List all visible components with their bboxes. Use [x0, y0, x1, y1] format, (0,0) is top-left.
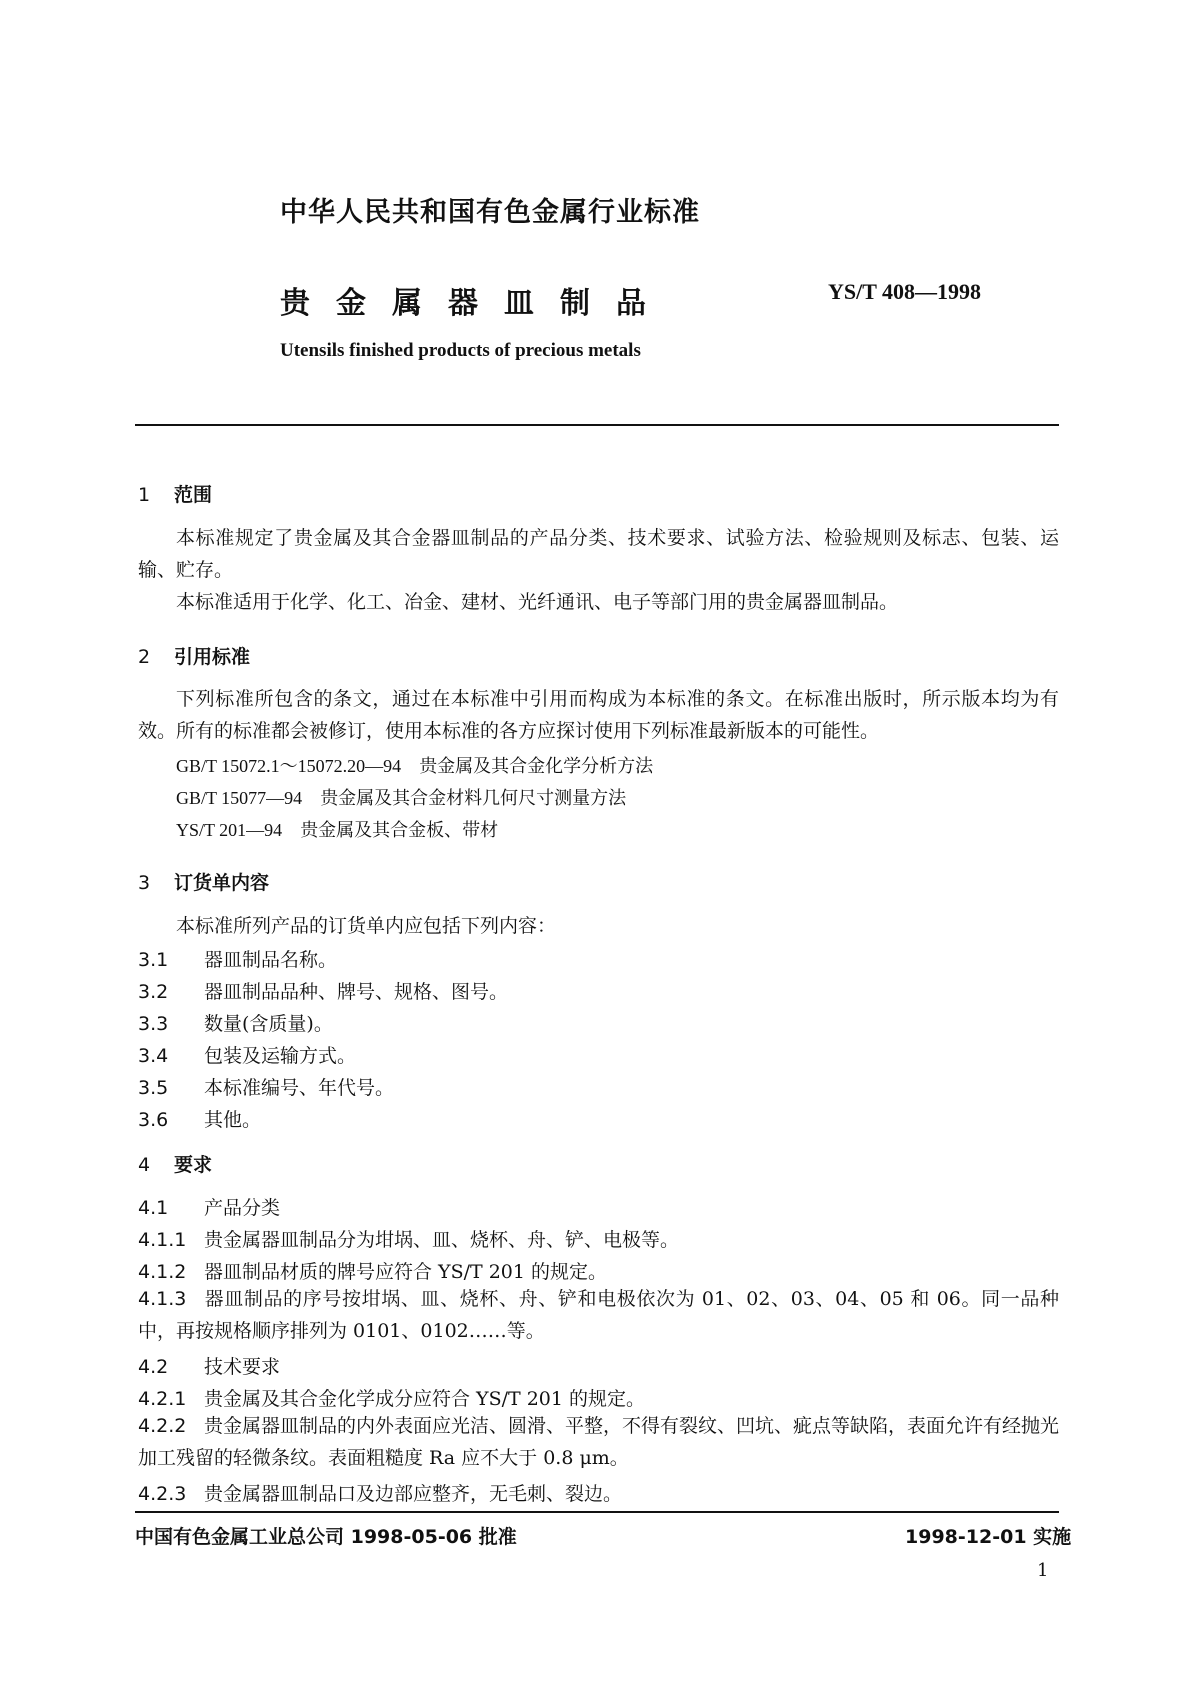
requirement-item: 4.1.1 贵金属器皿制品分为坩埚、皿、烧杯、舟、铲、电极等。 [138, 1229, 680, 1251]
order-item: 3.3 数量(含质量)。 [138, 1013, 333, 1035]
section-heading-3: 3 订货单内容 [138, 872, 270, 894]
english-title: Utensils finished products of precious metals [280, 340, 641, 361]
reference-item: GB/T 15072.1～15072.20—94 贵金属及其合金化学分析方法 [176, 756, 654, 777]
reference-item: GB/T 15077—94 贵金属及其合金材料几何尺寸测量方法 [176, 788, 627, 809]
scope-paragraph-2: 本标准适用于化学、化工、冶金、建材、光纤通讯、电子等部门用的贵金属器皿制品。 [176, 591, 899, 613]
header-divider [135, 424, 1059, 426]
order-item: 3.6 其他。 [138, 1109, 262, 1131]
standard-code: YS/T 408—1998 [828, 279, 982, 304]
footer-divider [135, 1511, 1059, 1513]
requirement-item: 4.2.3 贵金属器皿制品口及边部应整齐，无毛刺、裂边。 [138, 1483, 623, 1505]
document-title: 贵金属器皿制品 [280, 286, 672, 321]
section-heading-2: 2 引用标准 [138, 646, 251, 668]
section-heading-1: 1 范围 [138, 484, 213, 506]
requirement-item: 4.2 技术要求 [138, 1356, 281, 1378]
effective-date: 1998-12-01 实施 [905, 1526, 1072, 1548]
order-intro: 本标准所列产品的订货单内应包括下列内容： [176, 915, 557, 937]
requirement-item: 4.1.2 器皿制品材质的牌号应符合 YS/T 201 的规定。 [138, 1261, 608, 1283]
requirement-item: 4.2.2 贵金属器皿制品的内外表面应光洁、圆滑、平整，不得有裂纹、凹坑、疵点等缺陷，表面允许有经抛光加工残留的轻微条纹。表面粗糙度 Ra 应不大于 0.8 μm。 [138, 1415, 1060, 1469]
order-item: 3.2 器皿制品品种、牌号、规格、图号。 [138, 981, 509, 1003]
approval-note: 中国有色金属工业总公司 1998-05-06 批准 [135, 1526, 517, 1548]
order-item: 3.4 包装及运输方式。 [138, 1045, 357, 1067]
requirement-item: 4.1.3 器皿制品的序号按坩埚、皿、烧杯、舟、铲和电极依次为 01、02、03、04、05 和 06。同一品种中，再按规格顺序排列为 0101、0102……等。 [138, 1288, 1059, 1342]
order-item: 3.5 本标准编号、年代号。 [138, 1077, 395, 1099]
reference-item: YS/T 201—94 贵金属及其合金板、带材 [176, 820, 499, 841]
section-heading-4: 4 要求 [138, 1154, 213, 1176]
page-number: 1 [1037, 1560, 1049, 1581]
requirement-item: 4.1 产品分类 [138, 1197, 281, 1219]
order-item: 3.1 器皿制品名称。 [138, 949, 338, 971]
scope-paragraph-1: 本标准规定了贵金属及其合金器皿制品的产品分类、技术要求、试验方法、检验规则及标志、包装、运输、贮存。 [138, 527, 1059, 581]
requirement-item: 4.2.1 贵金属及其合金化学成分应符合 YS/T 201 的规定。 [138, 1388, 646, 1410]
standard-header: 中华人民共和国有色金属行业标准 [280, 197, 700, 228]
references-intro: 下列标准所包含的条文，通过在本标准中引用而构成为本标准的条文。在标准出版时，所示版本均为有效。所有的标准都会被修订，使用本标准的各方应探讨使用下列标准最新版本的可能性。 [138, 688, 1059, 742]
